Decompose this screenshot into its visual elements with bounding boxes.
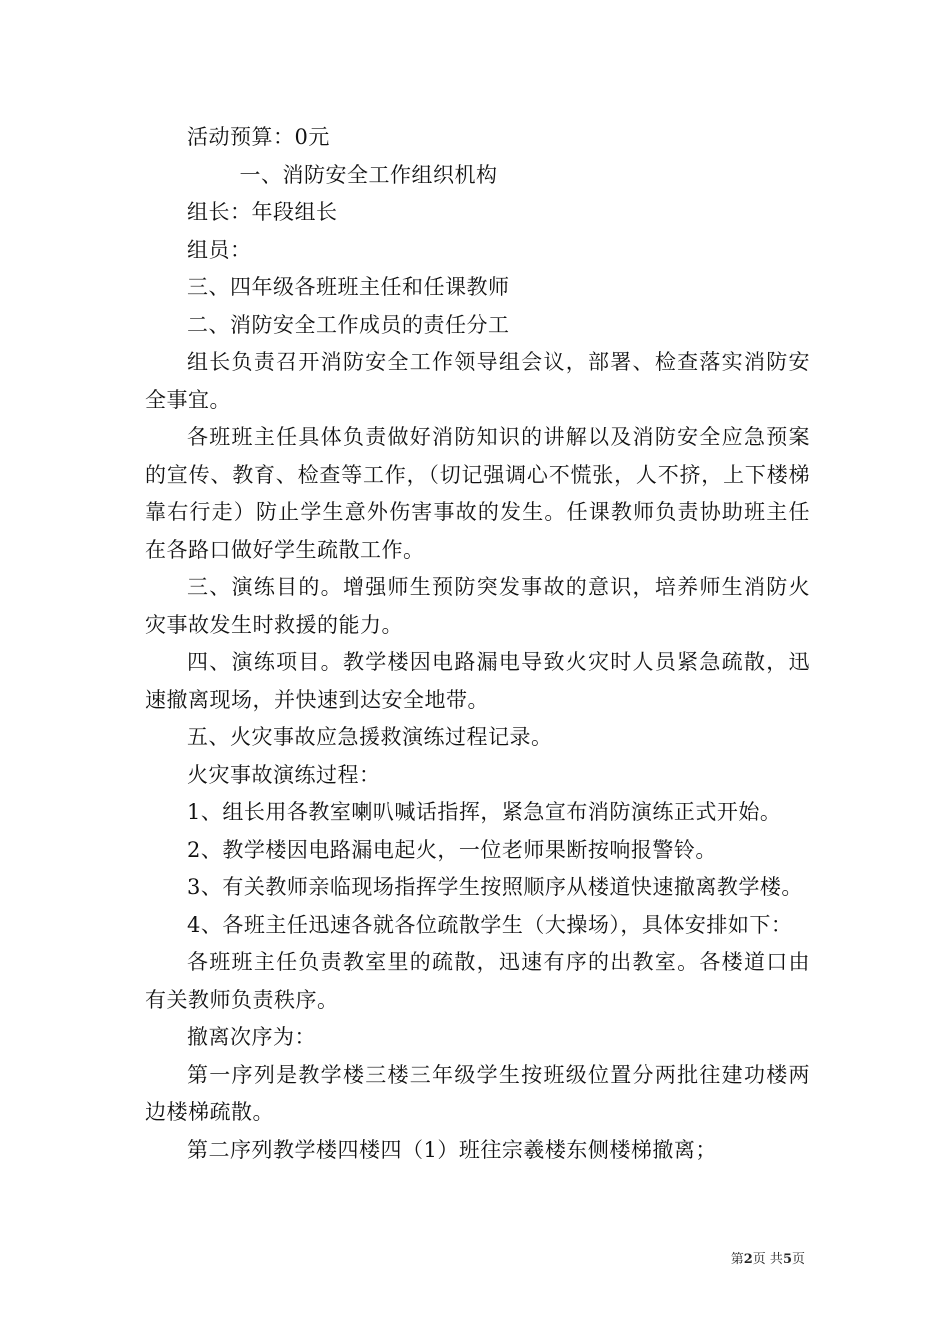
budget-line: 活动预算：0元 (187, 125, 330, 149)
paragraph-classroom-evacuation: 各班班主任负责教室里的疏散，迅速有序的出教室。各楼道口由有关教师负责秩序。 (145, 950, 810, 1012)
paragraph-drill-items: 四、演练项目。教学楼因电路漏电导致火灾时人员紧急疏散，迅速撤离现场，并快速到达安全地带。 (145, 650, 810, 712)
members-line: 三、四年级各班班主任和任课教师 (187, 275, 510, 299)
members-label: 组员： (187, 237, 252, 262)
section-heading-duties: 二、消防安全工作成员的责任分工 (187, 312, 510, 337)
step-1: 1、组长用各教室喇叭喊话指挥，紧急宣布消防演练正式开始。 (187, 800, 782, 824)
step-4: 4、各班主任迅速各就各位疏散学生（大操场），具体安排如下： (187, 912, 793, 937)
footer-middle: 页 共 (752, 1252, 783, 1267)
paragraph-drill-purpose: 三、演练目的。增强师生预防突发事故的意识，培养师生消防火灾事故发生时救援的能力。 (145, 575, 810, 637)
section-heading-organization: 一、消防安全工作组织机构 (239, 162, 498, 187)
paragraph-drill-record: 五、火灾事故应急援救演练过程记录。 (187, 725, 553, 749)
paragraph-process-label: 火灾事故演练过程： (187, 762, 381, 787)
footer-suffix: 页 (791, 1252, 805, 1267)
paragraph-order-label: 撤离次序为： (187, 1025, 316, 1049)
step-2: 2、教学楼因电路漏电起火，一位老师果断按响报警铃。 (187, 837, 717, 862)
document-body (145, 119, 810, 1169)
page-number-footer (731, 1248, 805, 1267)
footer-prefix: 第 (730, 1252, 744, 1267)
paragraph-leader-duty: 组长负责召开消防安全工作领导组会议，部署、检查落实消防安全事宜。 (145, 350, 810, 412)
footer-total-pages: 5 (782, 1252, 792, 1267)
paragraph-order-second: 第二序列教学楼四楼四（1）班往宗羲楼东侧楼梯撤离； (187, 1137, 717, 1162)
leader-line: 组长：年段组长 (187, 200, 338, 224)
step-3: 3、有关教师亲临现场指挥学生按照顺序从楼道快速撤离教学楼。 (187, 875, 803, 899)
footer-current-page: 2 (743, 1252, 753, 1267)
paragraph-order-first: 第一序列是教学楼三楼三年级学生按班级位置分两批往建功楼两边楼梯疏散。 (145, 1062, 810, 1124)
paragraph-teacher-duty: 各班班主任具体负责做好消防知识的讲解以及消防安全应急预案的宣传、教育、检查等工作，（切记强调心不慌张，人不挤，上下楼梯靠右行走）防止学生意外伤害事故的发生。任课教师负责协助班主任在各路口做好学生疏散工作。 (145, 425, 810, 562)
